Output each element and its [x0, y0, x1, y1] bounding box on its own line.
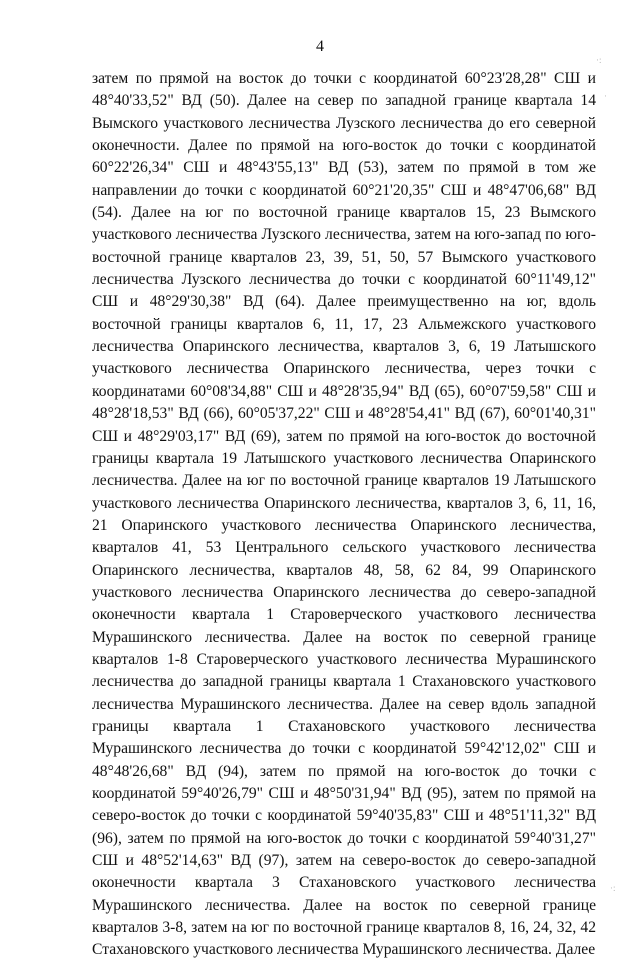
page-number: 4 — [316, 38, 324, 55]
scan-speck: · — [604, 91, 607, 101]
body-paragraph: затем по прямой на восток до точки с координатой 60°23'28,28" СШ и 48°40'33,52" ВД (50). Далее на север по западной границе квартала 14 Вымского участкового лесничества Лузского лесничества до его северной оконечности. Далее по прямой на юго-восток до точки с координатой 60°22'26,34" СШ и 48°43'55,13" ВД (53), затем по прямой в том же направлении до точки с координатой 60°21'20,35" СШ и 48°47'06,68" ВД (54). Далее на юг по восточной границе кварталов 15, 23 Вымского участкового лесничества Лузского лесничества, затем на юго-запад по юго-восточной границе кварталов 23, 39, 51, 50, 57 Вымского участкового лесничества Лузского лесничества до точки с координатой 60°11'49,12" СШ и 48°29'30,38" ВД (64). Далее преимущественно на юг, вдоль восточной границы кварталов 6, 11, 17, 23 Альмежского участкового лесничества Опаринского лесничества, кварталов 3, 6, 19 Латышского участкового лесничества Опаринского лесничества, через точки с координатами 60°08'34,88" СШ и 48°28'35,94" ВД (65), 60°07'59,58" СШ и 48°28'18,53" ВД (66), 60°05'37,22" СШ и 48°28'54,41" ВД (67), 60°01'40,31" СШ и 48°29'03,17" ВД (69), затем по прямой на юго-восток до восточной границы квартала 19 Латышского участкового лесничества Опаринского лесничества. Далее на юг по восточной границе кварталов 19 Латышского участкового лесничества Опаринского лесничества, кварталов 3, 6, 11, 16, 21 Опаринского участкового лесничества Опаринского лесничества, кварталов 41, 53 Центрального сельского участкового лесничества Опаринского лесничества, кварталов 48, 58, 62 84, 99 Опаринского участкового лесничества Опаринского лесничества до северо-западной оконечности квартала 1 Староверческого участкового лесничества Мурашинского лесничества. Далее на восток по северной границе кварталов 1-8 Староверческого участкового лесничества Мурашинского лесничества до западной границы квартала 1 Стахановского участкового лесничества Мурашинского лесничества. Далее на север вдоль западной границы квартала 1 Стахановского участкового лесничества Мурашинского лесничества до точки с координатой 59°42'12,02" СШ и 48°48'26,68" ВД (94), затем по прямой на юго-восток до точки с координатой 59°40'26,79" СШ и 48°50'31,94" ВД (95), затем по прямой на северо-восток до точки с координатой 59°40'35,83" СШ и 48°51'11,32" ВД (96), затем по прямой на юго-восток до точки с координатой 59°40'31,27" СШ и 48°52'14,63" ВД (97), затем на северо-восток до северо-западной оконечности квартала 3 Стахановского участкового лесничества Мурашинского лесничества. Далее на восток по северной границе кварталов 3-8, затем на юг по восточной границе кварталов 8, 16, 24, 32, 42 Стахановского участкового лесничества Мурашинского лесничества. Далее — [92, 70, 596, 959]
scan-speck: ·: — [596, 55, 602, 65]
scan-speck: ·: — [610, 883, 616, 893]
